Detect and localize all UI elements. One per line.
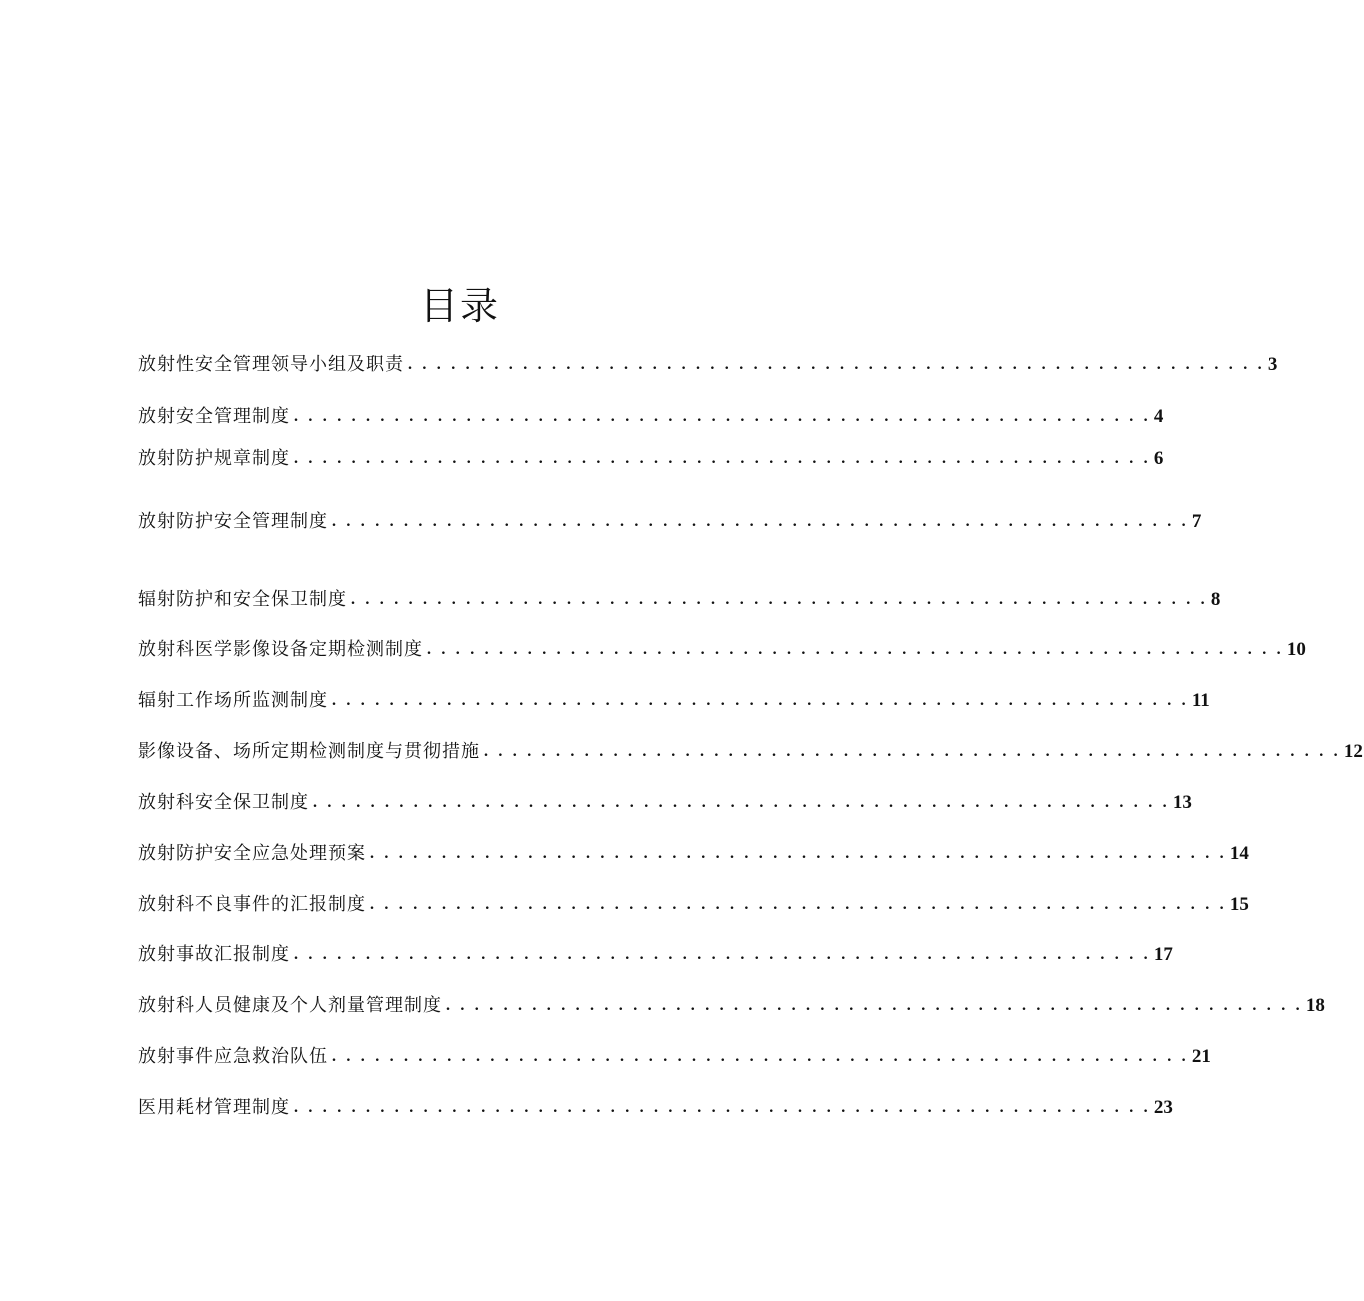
dot-leader: . . . . . . . . . . . . . . . . . . . . . . . . . . . . . . . . . . . . . . . . . . . . . . . . . . . . . . . . . . . . [294,450,1151,467]
toc-entry-title: 放射防护规章制度 [138,448,290,469]
toc-page-number: 14 [1229,843,1249,864]
toc-page-number: 15 [1229,894,1249,915]
toc-page-number: 18 [1305,995,1325,1016]
dot-leader: . . . . . . . . . . . . . . . . . . . . . . . . . . . . . . . . . . . . . . . . . . . . . . . . . . . . . . . . . . . . [370,896,1227,913]
toc-entry-title: 辐射工作场所监测制度 [138,690,328,711]
toc-entry-title: 放射科安全保卫制度 [138,792,309,813]
toc-entry[interactable] [138,1094,1173,1122]
toc-entry[interactable] [138,891,1249,919]
toc-entry-title: 放射性安全管理领导小组及职责 [138,354,404,375]
toc-entry[interactable] [138,445,1164,473]
toc-entry[interactable] [138,941,1173,969]
toc-page-number: 6 [1153,448,1164,469]
dot-leader: . . . . . . . . . . . . . . . . . . . . . . . . . . . . . . . . . . . . . . . . . . . . . . . . . . . . . . . . . . . . [408,356,1265,373]
dot-leader: . . . . . . . . . . . . . . . . . . . . . . . . . . . . . . . . . . . . . . . . . . . . . . . . . . . . . . . . . . . . [313,794,1170,811]
toc-entry-title: 放射科医学影像设备定期检测制度 [138,639,423,660]
toc-entry[interactable] [138,403,1164,431]
dot-leader: . . . . . . . . . . . . . . . . . . . . . . . . . . . . . . . . . . . . . . . . . . . . . . . . . . . . . . . . . . . . [294,1099,1151,1116]
toc-page-number: 21 [1191,1046,1211,1067]
toc-entry[interactable] [138,508,1202,536]
toc-page-number: 23 [1153,1097,1173,1118]
toc-entry-title: 放射科不良事件的汇报制度 [138,894,366,915]
dot-leader: . . . . . . . . . . . . . . . . . . . . . . . . . . . . . . . . . . . . . . . . . . . . . . . . . . . . . . . . . . . . [427,641,1284,658]
toc-page-number: 17 [1153,944,1173,965]
toc-page-number: 13 [1172,792,1192,813]
dot-leader: . . . . . . . . . . . . . . . . . . . . . . . . . . . . . . . . . . . . . . . . . . . . . . . . . . . . . . . . . . . . [446,997,1303,1014]
toc-entry-title: 放射防护安全管理制度 [138,511,328,532]
toc-entry-title: 放射事故汇报制度 [138,944,290,965]
toc-entry[interactable] [138,789,1192,817]
page-title: 目录 [419,284,500,329]
toc-entry[interactable] [138,351,1278,379]
toc-entry-title: 放射防护安全应急处理预案 [138,843,366,864]
toc-entry-title: 影像设备、场所定期检测制度与贯彻措施 [138,741,480,762]
toc-entry[interactable] [138,1043,1211,1071]
toc-entry-title: 放射事件应急救治队伍 [138,1046,328,1067]
dot-leader: . . . . . . . . . . . . . . . . . . . . . . . . . . . . . . . . . . . . . . . . . . . . . . . . . . . . . . . . . . . . [484,743,1341,760]
toc-page-number: 7 [1191,511,1202,532]
toc-page-number: 3 [1267,354,1278,375]
toc-entry[interactable] [138,687,1210,715]
dot-leader: . . . . . . . . . . . . . . . . . . . . . . . . . . . . . . . . . . . . . . . . . . . . . . . . . . . . . . . . . . . . [332,513,1189,530]
dot-leader: . . . . . . . . . . . . . . . . . . . . . . . . . . . . . . . . . . . . . . . . . . . . . . . . . . . . . . . . . . . . [332,1048,1189,1065]
dot-leader: . . . . . . . . . . . . . . . . . . . . . . . . . . . . . . . . . . . . . . . . . . . . . . . . . . . . . . . . . . . . [351,591,1208,608]
toc-entry-title: 放射科人员健康及个人剂量管理制度 [138,995,442,1016]
dot-leader: . . . . . . . . . . . . . . . . . . . . . . . . . . . . . . . . . . . . . . . . . . . . . . . . . . . . . . . . . . . . [294,946,1151,963]
toc-entry[interactable] [138,738,1363,766]
toc-page-number: 11 [1191,690,1210,711]
toc-entry-title: 医用耗材管理制度 [138,1097,290,1118]
dot-leader: . . . . . . . . . . . . . . . . . . . . . . . . . . . . . . . . . . . . . . . . . . . . . . . . . . . . . . . . . . . . [332,692,1189,709]
dot-leader: . . . . . . . . . . . . . . . . . . . . . . . . . . . . . . . . . . . . . . . . . . . . . . . . . . . . . . . . . . . . [370,845,1227,862]
toc-page-number: 4 [1153,406,1164,427]
toc-entry[interactable] [138,992,1325,1020]
toc-entry[interactable] [138,636,1306,664]
toc-entry[interactable] [138,586,1221,614]
toc-page-number: 10 [1286,639,1306,660]
toc-page-number: 8 [1210,589,1221,610]
toc-entry-title: 辐射防护和安全保卫制度 [138,589,347,610]
toc-entry[interactable] [138,840,1249,868]
toc-entry-title: 放射安全管理制度 [138,406,290,427]
toc-page-number: 12 [1343,741,1363,762]
dot-leader: . . . . . . . . . . . . . . . . . . . . . . . . . . . . . . . . . . . . . . . . . . . . . . . . . . . . . . . . . . . . [294,408,1151,425]
